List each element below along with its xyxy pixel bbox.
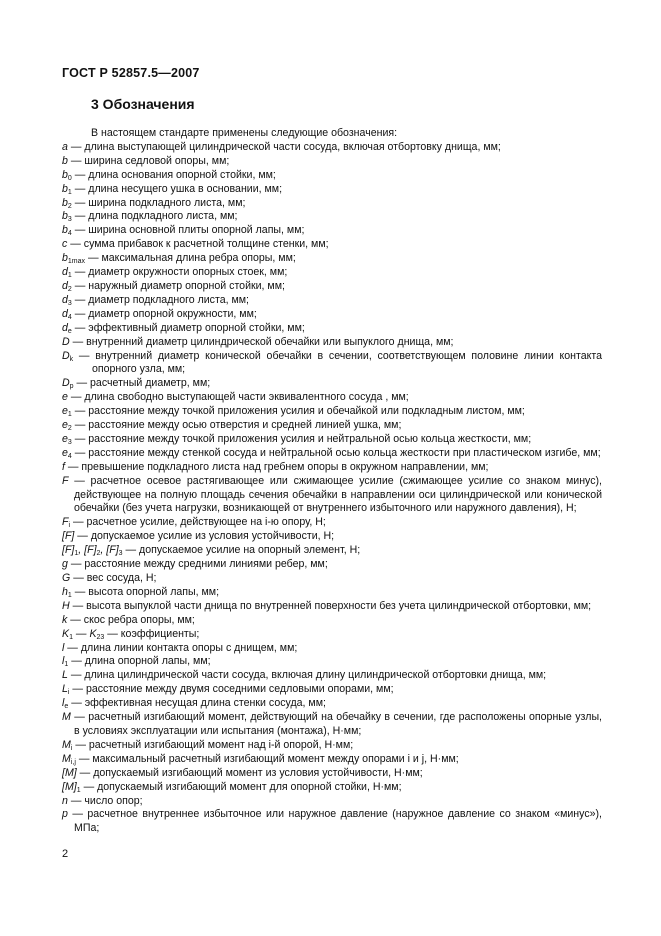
designation-item <box>62 558 602 572</box>
symbol-subscript: 2 <box>67 285 72 293</box>
symbol-subscript: i <box>68 522 71 530</box>
designation-description: — расстояние между стенкой сосуда и нейтральной осью кольца жесткости при пластическом изгибе, мм; <box>71 446 601 459</box>
designation-item <box>62 461 602 475</box>
symbol-subscript: 3 <box>118 550 123 558</box>
designation-symbol: $M_{i,j}$ <box>62 752 76 766</box>
designation-description: — допускаемое усилие из условия устойчивости, Н; <box>74 530 335 543</box>
designation-description: — расстояние между точкой приложения усилия и нейтральной осью кольца жесткости, мм; <box>71 432 532 445</box>
designation-description: — скос ребра опоры, мм; <box>67 613 195 626</box>
designation-item <box>62 210 602 224</box>
designation-description: — диаметр подкладного листа, мм; <box>71 293 250 306</box>
designation-symbol: $e_4$ <box>62 446 72 460</box>
designation-symbol: n <box>62 794 68 807</box>
designation-item <box>62 669 602 683</box>
designation-description: — допускаемый изгибающий момент для опорной стойки, Н·мм; <box>80 780 402 793</box>
designations-list <box>62 141 602 836</box>
document-header: ГОСТ Р 52857.5—2007 <box>62 66 200 80</box>
designation-symbol: [F] <box>62 530 75 543</box>
designation-symbol: k <box>62 613 68 626</box>
designation-item <box>62 600 602 614</box>
designation-symbol: D <box>62 335 70 348</box>
designation-description: — ширина подкладного листа, мм; <box>71 196 246 209</box>
symbol-subscript: 4 <box>67 313 72 321</box>
designation-description: — допускаемое усилие на опорный элемент, Н; <box>122 544 361 557</box>
designation-item <box>62 433 602 447</box>
designation-symbol: $L_i$ <box>62 683 70 697</box>
symbol-subscript: 1max <box>67 258 86 266</box>
document-body <box>62 127 602 836</box>
designation-symbol: — $K_{23}$ <box>72 627 105 641</box>
designation-symbol: $d_3$ <box>62 293 72 307</box>
designation-description: — расчетный изгибающий момент над i-й опорой, Н·мм; <box>72 738 354 751</box>
designation-symbol: $e_1$ <box>62 405 72 419</box>
designation-symbol: $b_{1max}$ <box>62 252 86 266</box>
designation-description: — расстояние между средними линиями ребер, мм; <box>67 558 328 571</box>
symbol-subscript: i <box>67 689 70 697</box>
designation-item <box>62 739 602 753</box>
symbol-subscript: 3 <box>67 299 72 307</box>
designation-description: — максимальный расчетный изгибающий момент между опорами i и j, Н·мм; <box>75 752 459 765</box>
designation-description: — длина цилиндрической части сосуда, включая длину цилиндрической отбортовки днища, мм; <box>67 669 547 682</box>
designation-item <box>62 530 602 544</box>
designation-symbol: $d_4$ <box>62 307 72 321</box>
designation-symbol: l <box>62 641 65 654</box>
designation-description: — максимальная длина ребра опоры, мм; <box>85 252 296 265</box>
designation-symbol: $e_2$ <box>62 419 72 433</box>
symbol-subscript: p <box>69 383 74 391</box>
designation-item <box>62 169 602 183</box>
designation-item <box>62 697 602 711</box>
symbol-subscript: 1 <box>69 633 73 641</box>
designation-item <box>62 155 602 169</box>
symbol-subscript: 1 <box>76 786 81 794</box>
designation-item <box>62 377 602 391</box>
designation-item <box>62 280 602 294</box>
symbol-subscript: 3 <box>67 438 72 446</box>
designation-description: — расчетное внутреннее избыточное или наружное давление (наружное давление со знаком «минус»), МПа; <box>67 808 602 835</box>
designation-description: — высота выпуклой части днища по внутренней поверхности без учета цилиндрической отбортовки, мм; <box>69 599 592 612</box>
designation-symbol: f <box>62 460 65 473</box>
designation-symbol: $l_1$ <box>62 655 69 669</box>
designation-item <box>62 419 602 433</box>
designation-item <box>62 614 602 628</box>
designation-symbol: $h_1$ <box>62 585 72 599</box>
designation-description: — внутренний диаметр цилиндрической обечайки или выпуклого днища, мм; <box>69 335 454 348</box>
symbol-subscript: e <box>64 703 69 711</box>
designation-symbol: $D_k$ <box>62 349 74 363</box>
designation-description: — расстояние между осью отверстия и средней линией ушка, мм; <box>71 419 402 432</box>
designation-symbol: , $[F]_2$ <box>78 544 101 558</box>
designation-symbol: $b_3$ <box>62 210 72 224</box>
designation-item <box>62 795 602 809</box>
designation-description: — наружный диаметр опорной стойки, мм; <box>71 279 285 292</box>
designation-description: — коэффициенты; <box>104 627 200 640</box>
designation-item <box>62 308 602 322</box>
designation-symbol: $b_2$ <box>62 196 72 210</box>
designation-symbol: M <box>62 711 71 724</box>
designation-description: — ширина седловой опоры, мм; <box>67 154 230 167</box>
designation-description: — расчетное осевое растягивающее или сжимающее усилие (сжимающее усилие со знаком минус), действующее на полную площадь сечения обечайки в направлении оси цилиндрической или конической обечайки (без учета нагрузки, возникающей от внутреннего избыточного или наружного давления), Н; <box>68 474 602 515</box>
designation-item <box>62 516 602 530</box>
designation-description: — длина опорной лапы, мм; <box>68 655 211 668</box>
designation-item <box>62 336 602 350</box>
designation-item <box>62 475 602 517</box>
designation-symbol: F <box>62 474 69 487</box>
designation-item <box>62 141 602 155</box>
designation-description: — расчетное усилие, действующее на i-ю опору, Н; <box>70 516 326 529</box>
symbol-subscript: i,j <box>70 758 76 766</box>
symbol-subscript: 1 <box>64 661 69 669</box>
designation-description: — длина основания опорной стойки, мм; <box>71 168 276 181</box>
designation-description: — вес сосуда, Н; <box>70 572 157 584</box>
designation-symbol: $b_4$ <box>62 224 72 238</box>
symbol-subscript: 3 <box>67 216 72 224</box>
page-number: 2 <box>62 848 69 860</box>
designation-symbol: $d_e$ <box>62 321 72 335</box>
designation-symbol: c <box>62 238 68 251</box>
designation-symbol: H <box>62 599 70 612</box>
designation-symbol: b <box>62 154 68 167</box>
designation-item <box>62 197 602 211</box>
designation-description: — расчетный изгибающий момент, действующий на обечайку в сечении, где расположены опорные узлы, в условиях эксплуатации или испытания (монтажа), Н·мм; <box>70 711 602 737</box>
designation-description: — диаметр опорной окружности, мм; <box>71 307 257 320</box>
designation-description: — превышение подкладного листа над гребнем опоры в окружном направлении, мм; <box>64 460 489 473</box>
symbol-subscript: 0 <box>67 174 72 182</box>
designation-symbol: a <box>62 140 68 153</box>
designation-symbol: $d_1$ <box>62 266 72 280</box>
designation-item <box>62 294 602 308</box>
designation-description: — внутренний диаметр конической обечайки в сечении, соответствующем половине линии контакта опорного узла, мм; <box>73 349 602 376</box>
designation-item <box>62 447 602 461</box>
designation-item <box>62 350 602 378</box>
designation-item <box>62 628 602 642</box>
designation-description: — длина линии контакта опоры с днищем, мм; <box>64 641 298 654</box>
designation-item <box>62 405 602 419</box>
symbol-subscript: 2 <box>96 550 101 558</box>
designation-symbol: $e_3$ <box>62 432 72 446</box>
designation-item <box>62 391 602 405</box>
designation-description: — длина подкладного листа, мм; <box>71 210 238 223</box>
designation-item <box>62 781 602 795</box>
designation-symbol: $F_i$ <box>62 516 71 530</box>
designation-description: — высота опорной лапы, мм; <box>71 585 220 598</box>
symbol-subscript: 4 <box>67 230 72 238</box>
designation-description: — диаметр окружности опорных стоек, мм; <box>71 266 288 279</box>
designation-item <box>62 767 602 781</box>
symbol-subscript: 1 <box>67 591 72 599</box>
designation-item <box>62 266 602 280</box>
designation-item <box>62 711 602 739</box>
symbol-subscript: 2 <box>67 202 72 210</box>
designation-symbol: $[F]_1$ <box>62 544 79 558</box>
designation-description: — длина выступающей цилиндрической части сосуда, включая отбортовку днища, мм; <box>67 140 501 153</box>
designation-item <box>62 322 602 336</box>
designation-description: — эффективная несущая длина стенки сосуда, мм; <box>68 697 326 710</box>
designation-symbol: , $[F]_3$ <box>100 544 123 558</box>
designation-item <box>62 572 602 586</box>
designation-description: — расстояние между двумя соседними седловыми опорами, мм; <box>69 683 394 696</box>
designation-symbol: G <box>62 572 71 584</box>
designation-item <box>62 224 602 238</box>
designation-symbol: $b_1$ <box>62 182 72 196</box>
designation-item <box>62 808 602 836</box>
designation-item <box>62 252 602 266</box>
symbol-subscript: 1 <box>67 188 72 196</box>
designation-item <box>62 655 602 669</box>
symbol-subscript: i <box>70 744 73 752</box>
designation-item <box>62 642 602 656</box>
symbol-subscript: 1 <box>67 272 72 280</box>
designation-symbol: $l_e$ <box>62 697 69 711</box>
designation-description: — сумма прибавок к расчетной толщине стенки, мм; <box>67 238 329 251</box>
intro-paragraph: В настоящем стандарте применены следующие обозначения: <box>91 127 398 139</box>
designation-item <box>62 544 602 558</box>
designation-symbol: g <box>62 558 68 571</box>
designation-description: — эффективный диаметр опорной стойки, мм; <box>71 321 305 334</box>
designation-symbol: $b_0$ <box>62 168 72 182</box>
designation-description: — число опор; <box>67 794 143 807</box>
designation-symbol: $M_i$ <box>62 738 73 752</box>
designation-symbol: $D_p$ <box>62 377 74 391</box>
designation-symbol: e <box>62 391 68 404</box>
symbol-subscript: 1 <box>74 550 79 558</box>
designation-item <box>62 586 602 600</box>
symbol-subscript: 2 <box>67 425 72 433</box>
designation-item <box>62 683 602 697</box>
symbol-subscript: 4 <box>67 452 72 460</box>
symbol-subscript: e <box>67 327 72 335</box>
designation-description: — расстояние между точкой приложения усилия и обечайкой или подкладным листом, мм; <box>71 405 525 418</box>
designation-symbol: L <box>62 669 68 682</box>
designation-description: — ширина основной плиты опорной лапы, мм; <box>71 224 305 237</box>
designation-description: — длина свободно выступающей части эквивалентного сосуда , мм; <box>67 391 409 404</box>
symbol-subscript: k <box>69 355 74 363</box>
designation-description: — допускаемый изгибающий момент из условия устойчивости, Н·мм; <box>76 766 423 779</box>
designation-item <box>62 753 602 767</box>
designation-symbol: $K_1$ <box>62 627 73 641</box>
designation-item <box>62 183 602 197</box>
designation-item <box>62 238 602 252</box>
designation-description: — длина несущего ушка в основании, мм; <box>71 182 283 195</box>
designation-description: — расчетный диаметр, мм; <box>73 377 211 390</box>
designation-symbol: p <box>62 808 68 821</box>
symbol-subscript: 23 <box>96 633 105 641</box>
symbol-subscript: 1 <box>67 411 72 419</box>
designation-symbol: [M] <box>62 766 77 779</box>
designation-symbol: $[M]_1$ <box>62 780 81 794</box>
designation-symbol: $d_2$ <box>62 279 72 293</box>
section-title: 3 Обозначения <box>91 96 195 112</box>
